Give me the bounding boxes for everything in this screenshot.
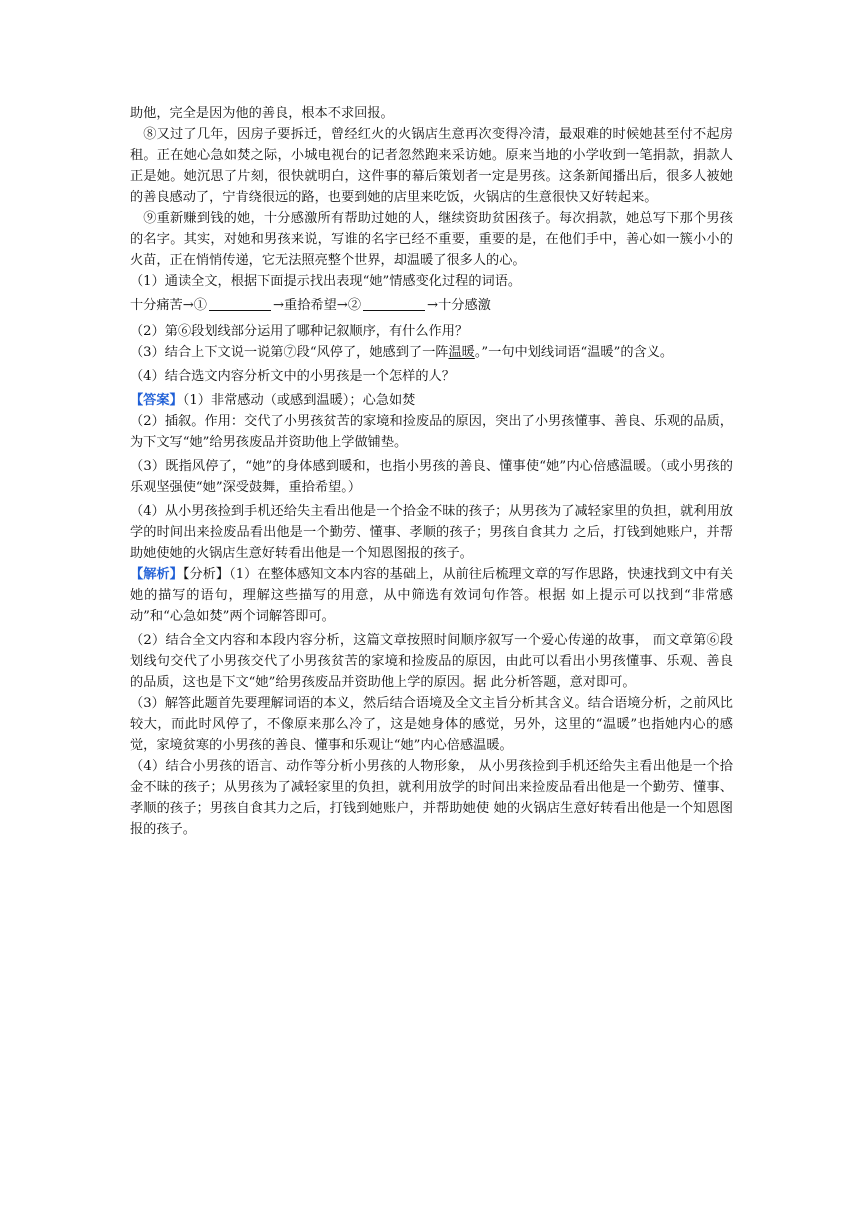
question-3 <box>130 342 733 363</box>
analysis-1-text: （1）在整体感知文本内容的基础上，从前往后梳理文章的写作思路，快速找到文中有关她的描写的语句，理解这些描写的用意，从中筛选有效词句作答。根据 如上提示可以找到“非常感动”和“心急如焚”两个词解答即可。 <box>130 567 734 624</box>
chain-mid: →重拾希望→② <box>273 298 362 313</box>
answer-blank-1[interactable] <box>209 296 271 311</box>
passage-paragraph-9: ⑨重新赚到钱的她，十分感激所有帮助过她的人，继续资助贫困孩子。每次捐款，她总写下那个男孩的名字。其实，对她和男孩来说，写谁的名字已经不重要，重要的是，在他们手中，善心如一簇小小的火苗，正在悄悄传递，它无法照亮整个世界，却温暖了很多人的心。 <box>130 211 733 268</box>
answer-1 <box>130 390 733 411</box>
question-1: （1）通读全文，根据下面提示找出表现“她”情感变化过程的词语。 <box>130 274 522 289</box>
document-page <box>130 103 733 840</box>
passage-paragraph-7-tail: 助他，完全是因为他的善良，根本不求回报。 <box>130 106 394 121</box>
answer-2: （2）插叙。作用：交代了小男孩贫苦的家境和捡废品的原因，突出了小男孩懂事、善良、乐观的品质，为下文写“她”给男孩废品并资助他上学做铺垫。 <box>130 414 733 450</box>
answer-tag: 【答案】 <box>130 393 183 408</box>
underlined-word: 温暖 <box>448 345 475 360</box>
passage-paragraph-8: ⑧又过了几年，因房子要拆迁，曾经红火的火锅店生意再次变得冷清，最艰难的时候她甚至付不起房租。正在她心急如焚之际，小城电视台的记者忽然跑来采访她。原来当地的小学收到一笔捐款，捐款人正是她。她沉思了片刻，很快就明白，这件事的幕后策划者一定是男孩。这条新闻播出后，很多人被她的善良感动了，宁肯绕很远的路，也要到她的店里来吃饭，火锅店的生意很快又好转起来。 <box>130 127 733 205</box>
analysis-3: （3）解答此题首先要理解词语的本义，然后结合语境及全文主旨分析其含义。结合语境分析，之前风比较大，而此时风停了，不像原来那么冷了，这是她身体的感觉，另外，这里的“温暖”也指她内心的感觉，家境贫寒的小男孩的善良、懂事和乐观让“她”内心倍感温暖。 <box>130 696 733 753</box>
question-1-chain <box>130 295 733 316</box>
answer-blank-2[interactable] <box>363 296 425 311</box>
question-3-pre: （3）结合上下文说一说第⑦段“风停了，她感到了一阵 <box>130 345 449 360</box>
chain-start: 十分痛苦→① <box>130 298 207 313</box>
analysis-1 <box>130 564 733 627</box>
question-4: （4）结合选文内容分析文中的小男孩是一个怎样的人？ <box>130 369 455 384</box>
answer-1-text: （1）非常感动（或感到温暖）；心急如焚 <box>182 393 416 408</box>
analysis-2: （2）结合全文内容和本段内容分析，这篇文章按照时间顺序叙写一个爱心传递的故事， 而文章第⑥段划线句交代了小男孩交代了小男孩贫苦的家境和捡废品的原因，由此可以看出小男孩懂事、乐观、善良的品质，这也是下文“她”给男孩废品并资助他上学的原因。据 此分析答题，意对即可。 <box>130 633 733 690</box>
answer-3: （3）既指风停了，“她”的身体感到暖和，也指小男孩的善良、懂事使“她”内心倍感温暖。（或小男孩的乐观坚强使“她”深受鼓舞，重拾希望。） <box>130 459 733 495</box>
answer-4: （4）从小男孩捡到手机还给失主看出他是一个拾金不昧的孩子；从男孩为了减轻家里的负担，就利用放学的时间出来捡废品看出他是一个勤劳、懂事、孝顺的孩子；男孩自食其力 之后，打钱到她账户，并帮助她使她的火锅店生意好转看出他是一个知恩图报的孩子。 <box>130 504 733 561</box>
analysis-tag: 【解析】 <box>130 567 183 582</box>
chain-end: →十分感激 <box>427 298 491 313</box>
question-2: （2）第⑥段划线部分运用了哪种记叙顺序，有什么作用？ <box>130 324 469 339</box>
analysis-4: （4）结合小男孩的语言、动作等分析小男孩的人物形象， 从小男孩捡到手机还给失主看出他是一个拾金不昧的孩子；从男孩为了减轻家里的负担，就利用放学的时间出来捡废品看出他是一个勤劳、懂事、孝顺的孩子；男孩自食其力之后，打钱到她账户，并帮助她使 她的火锅店生意好转看出他是一个知恩图报的孩子。 <box>130 759 733 837</box>
analysis-subtag: 【分析】 <box>182 567 230 582</box>
question-3-post: 。”一句中划线词语“温暖”的含义。 <box>474 345 674 360</box>
